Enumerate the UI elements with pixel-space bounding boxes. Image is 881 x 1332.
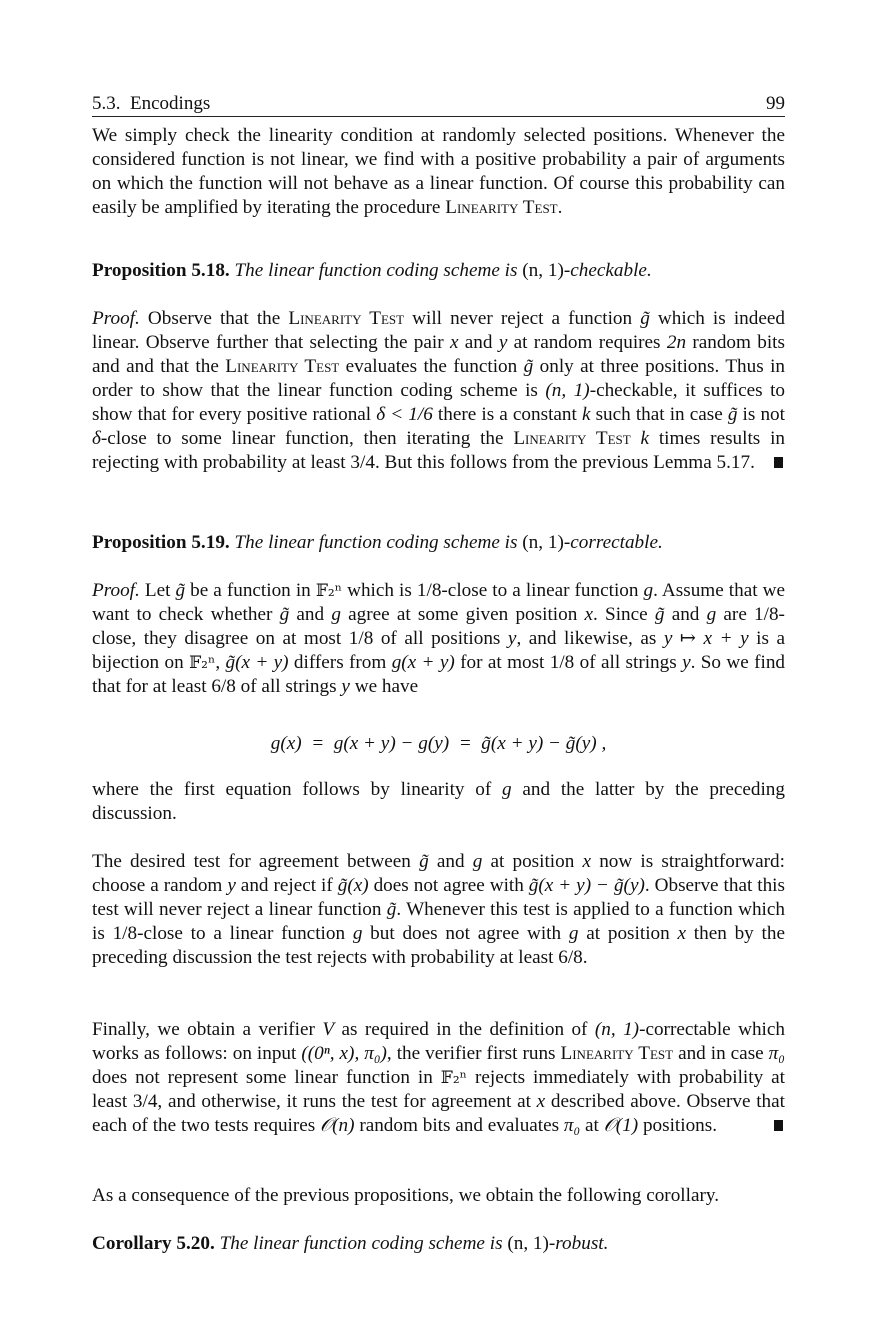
math-n-1: (n, 1) (545, 380, 590, 401)
proposition-param: (n, 1) (522, 532, 564, 553)
proof-text: -correctable which works as follows: on input (92, 1019, 785, 1064)
proof-text: we have (349, 676, 419, 697)
proof-text: which is indeed linear. Observe further that selecting the pair (92, 308, 785, 353)
proof-text: at random requires (507, 332, 667, 353)
math-g: g (352, 923, 363, 944)
proof-text: which is 1/8-close to a linear function (342, 580, 644, 601)
proof-text: where the first equation follows by linearity of (92, 779, 503, 800)
math-f2n: 𝔽₂ⁿ (315, 581, 343, 601)
proof-label: Proof. (92, 308, 140, 329)
math-g-tilde: g̃ (386, 899, 397, 920)
proposition-statement-prefix: The linear function coding scheme is (234, 532, 523, 553)
math-k: k (640, 428, 650, 449)
proof-text: and (664, 604, 707, 625)
math-g: g (706, 604, 717, 625)
math-big-o-1: 𝒪(1) (603, 1115, 639, 1136)
proof-text: random bits and and that the (92, 332, 785, 377)
proof-text: does not agree with (368, 875, 529, 896)
proof-text: Finally, we obtain a verifier (92, 1019, 323, 1040)
math-x: x (582, 851, 592, 872)
linearity-test-name: Linearity Test (288, 308, 405, 329)
proof-text: at position (578, 923, 678, 944)
proof-text: and (289, 604, 332, 625)
consequence-paragraph (92, 1184, 785, 1208)
math-g-tilde: g̃ (175, 580, 186, 601)
proof-text: now is straightforward: choose a random (92, 851, 785, 896)
proof-text: does not represent some linear function in (92, 1067, 441, 1088)
corollary-param: (n, 1) (507, 1233, 549, 1254)
proof-text: , (215, 652, 226, 673)
proof-text: evaluates the function (339, 356, 524, 377)
intro-paragraph (92, 124, 785, 220)
math-y: y (682, 652, 691, 673)
math-g-tilde: g̃ (640, 308, 650, 329)
linearity-test-name: Linearity Test (225, 356, 340, 377)
math-g-tilde-x: g̃(x) (337, 875, 369, 896)
linearity-test-name: Linearity Test (560, 1043, 674, 1064)
proof-label: Proof. (92, 580, 140, 601)
linearity-test-name: Linearity Test (513, 428, 631, 449)
proposition-5-19 (92, 531, 785, 555)
proof-text: and (428, 851, 473, 872)
proof-text: . Assume that we want to check whether (92, 580, 785, 625)
math-g-tilde: g̃ (279, 604, 290, 625)
proof-text: is not (737, 404, 785, 425)
proof-text: for at most 1/8 of all strings (454, 652, 683, 673)
proof-text: . Whenever this test is applied to a function which is 1/8-close to a linear function (92, 899, 785, 944)
math-g-tilde: g̃ (654, 604, 665, 625)
math-v: V (322, 1019, 335, 1040)
math-g-tilde: g̃ (419, 851, 429, 872)
proof-text: is a bijection on (92, 628, 785, 673)
agreement-test-paragraph (92, 850, 785, 970)
proof-5-19 (92, 579, 785, 699)
proof-text: The desired test for agreement between (92, 851, 420, 872)
proof-text: -checkable, it suffices to show that for every positive rational (92, 380, 786, 425)
math-g-xy: g(x + y) (391, 652, 455, 673)
proof-text: and in case (673, 1043, 769, 1064)
proof-text: described above. Observe that each of the two tests requires (92, 1091, 785, 1136)
intro-end: . (557, 197, 563, 218)
proposition-statement-prefix: The linear function coding scheme is (234, 260, 523, 281)
proof-text: at (580, 1115, 604, 1136)
proof-text: positions. (638, 1115, 718, 1136)
proof-text: be a function in (185, 580, 316, 601)
displayed-equation: g(x) = g(x + y) − g(y) = g̃(x + y) − g̃(y) , (270, 733, 607, 754)
procedure-name: Linearity Test (445, 197, 558, 218)
math-y: y (341, 676, 350, 697)
proof-text: but does not agree with (362, 923, 569, 944)
proof-text: as required in the definition of (334, 1019, 595, 1040)
proposition-statement-suffix: -correctable. (563, 532, 663, 553)
math-g-tilde: g̃ (727, 404, 738, 425)
proof-text: agree at some given position (340, 604, 585, 625)
math-2n: 2n (666, 332, 687, 353)
proof-text: . Observe that this test will never reject a linear function (92, 875, 785, 920)
running-head (92, 92, 785, 117)
corollary-statement-suffix: -robust. (548, 1233, 609, 1254)
math-pi0: π₀ (563, 1115, 581, 1136)
proof-text: will never reject a function (404, 308, 641, 329)
math-x: x (536, 1091, 546, 1112)
math-n-1: (n, 1) (594, 1019, 640, 1040)
intro-text: We simply check the linearity condition at randomly selected positions. Whenever the considered function is not linear, we find with a positive probability a pair of arguments on which the function will not behave as a linear function. Of course this probability can easily be amplified by iterating the procedure (92, 125, 785, 218)
proof-text: Observe that the (139, 308, 289, 329)
proof-text: , and likewise, as (516, 628, 664, 649)
proof-text: . Since (593, 604, 655, 625)
corollary-5-20 (92, 1232, 785, 1256)
math-y: y (498, 332, 508, 353)
proof-text: only at three positions. Thus in order to show that the linear function coding scheme is (92, 356, 786, 401)
verifier-paragraph (92, 1018, 785, 1138)
proof-text: rejects immediately with probability at least 3/4, and otherwise, it runs the test for agreement at (92, 1067, 785, 1112)
math-f2n: 𝔽₂ⁿ (189, 653, 216, 673)
math-g-tilde-xy: g̃(x + y) (225, 652, 289, 673)
math-difference: g̃(x + y) − g̃(y) (528, 875, 645, 896)
proof-text: such that in case (590, 404, 728, 425)
math-x: x (584, 604, 594, 625)
math-g: g (331, 604, 341, 625)
proposition-label: Proposition 5.19. (92, 532, 230, 553)
math-pi0: π₀ (768, 1043, 785, 1064)
proof-text: . So we find that for at least 6/8 of all strings (92, 652, 786, 697)
proof-5-18 (92, 307, 785, 475)
math-k: k (581, 404, 591, 425)
proof-text: and reject if (235, 875, 338, 896)
corollary-label: Corollary 5.20. (92, 1233, 215, 1254)
math-g: g (643, 580, 654, 601)
corollary-statement-prefix: The linear function coding scheme is (219, 1233, 508, 1254)
math-g-tilde: g̃ (523, 356, 534, 377)
proof-text: differs from (288, 652, 392, 673)
math-delta-bound: δ < 1/6 (376, 404, 433, 425)
proof-text: and the latter by the preceding discussion. (92, 779, 785, 824)
math-g: g (472, 851, 483, 872)
proof-text: , the verifier first runs (386, 1043, 561, 1064)
math-y: y (227, 875, 236, 896)
math-f2n: 𝔽₂ⁿ (440, 1068, 468, 1088)
proof-text: are 1/8-close, they disagree on at most 1/8 of all positions (92, 604, 785, 649)
math-g: g (568, 923, 579, 944)
proof-text: random bits and evaluates (354, 1115, 564, 1136)
proposition-param: (n, 1) (522, 260, 564, 281)
qed-square-icon (774, 457, 783, 468)
proof-text: -close to some linear function, then iterating the (100, 428, 514, 449)
math-x: x (449, 332, 459, 353)
math-input: ((0ⁿ, x), π₀) (301, 1043, 387, 1064)
proof-text: times results in rejecting with probability at least 3/4. But this follows from the previous Lemma 5.17. (92, 428, 785, 473)
consequence-text: As a consequence of the previous propositions, we obtain the following corollary. (92, 1185, 719, 1206)
math-delta: δ (92, 428, 101, 449)
math-bijection: y ↦ x + y (663, 628, 749, 649)
proof-text (631, 428, 641, 449)
proposition-label: Proposition 5.18. (92, 260, 230, 281)
proof-text: Let (139, 580, 176, 601)
proposition-statement-suffix: -checkable. (563, 260, 652, 281)
proof-text: there is a constant (432, 404, 582, 425)
proof-text: at position (482, 851, 583, 872)
section-title: 5.3. Encodings (92, 93, 211, 114)
proof-text: then by the preceding discussion the test rejects with probability at least 6/8. (92, 923, 785, 968)
math-x: x (677, 923, 687, 944)
math-y: y (507, 628, 517, 649)
proof-text: and (458, 332, 499, 353)
proposition-5-18 (92, 259, 785, 283)
math-g: g (502, 779, 512, 800)
page-number: 99 (766, 93, 785, 114)
qed-square-icon (774, 1120, 783, 1131)
equation-explanation (92, 778, 785, 826)
math-big-o-n: 𝒪(n) (320, 1115, 355, 1136)
